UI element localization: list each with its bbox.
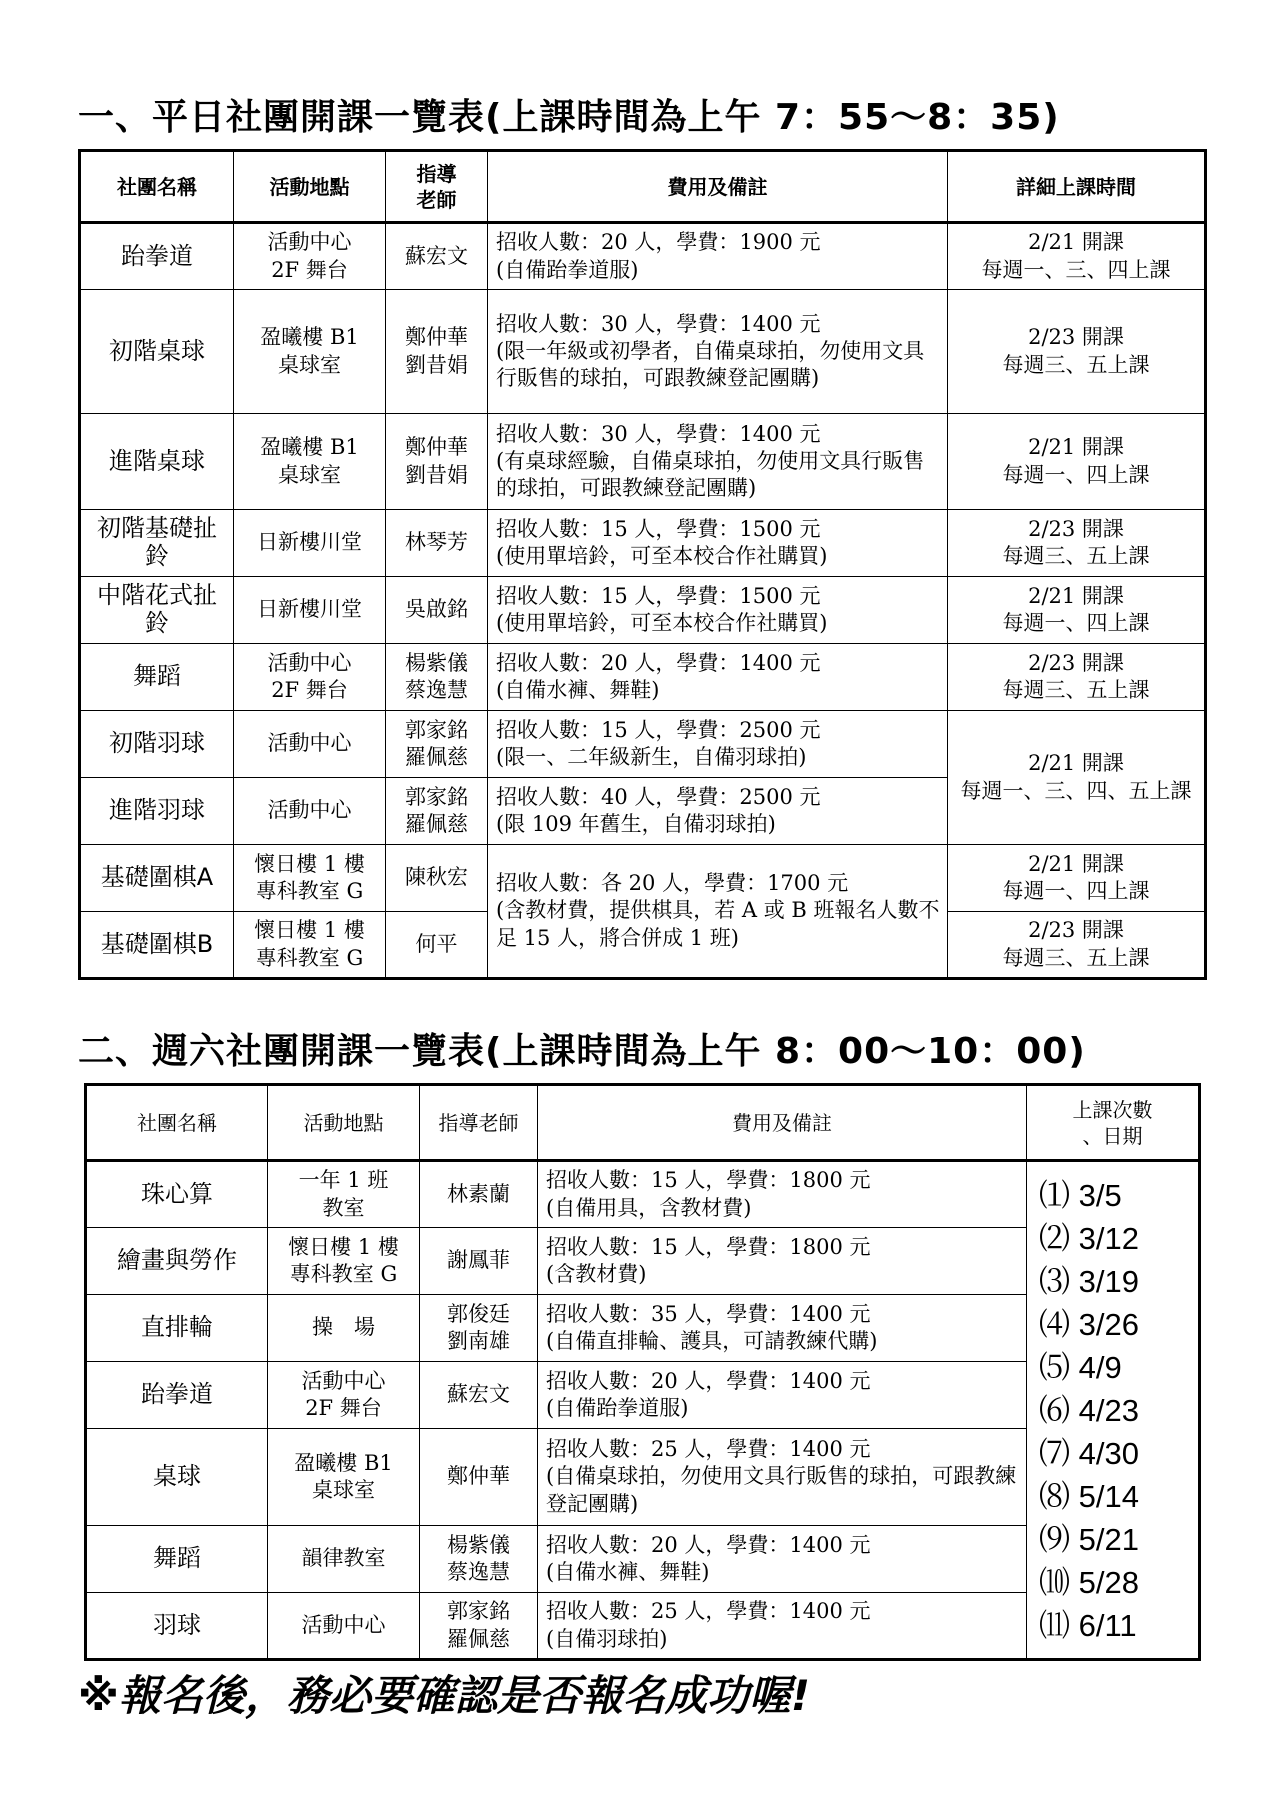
fee-note: 招收人數：15 人，學費：1800 元 (含教材費) — [538, 1228, 1027, 1295]
club-name: 基礎圍棋B — [80, 912, 234, 979]
location: 活動中心 2F 舞台 — [234, 644, 386, 711]
table-row — [80, 644, 1206, 711]
club-name: 珠心算 — [86, 1161, 268, 1228]
header-club: 社團名稱 — [86, 1085, 268, 1161]
registration-reminder: ※報名後，務必要確認是否報名成功喔! — [78, 1671, 810, 1720]
location: 韻律教室 — [268, 1526, 420, 1593]
session-date: ⑷ 3/26 — [1039, 1306, 1139, 1342]
schedule: 2/21 開課 每週一、三、四、五上課 — [948, 711, 1206, 845]
fee-note: 招收人數：20 人，學費：1900 元 (自備跆拳道服) — [488, 223, 948, 290]
schedule: 2/21 開課 每週一、四上課 — [948, 577, 1206, 644]
teacher: 楊紫儀 蔡逸慧 — [420, 1526, 538, 1593]
teacher: 鄭仲華 劉昔娟 — [386, 414, 488, 510]
club-name: 直排輪 — [86, 1295, 268, 1362]
fee-note: 招收人數：25 人，學費：1400 元 (自備桌球拍，勿使用文具行販售的球拍，可跟教練登記團購) — [538, 1429, 1027, 1526]
location: 活動中心 — [268, 1593, 420, 1660]
fee-note: 招收人數：30 人，學費：1400 元 (限一年級或初學者，自備桌球拍，勿使用文具行販售的球拍，可跟教練登記團購) — [488, 290, 948, 414]
club-name: 進階桌球 — [80, 414, 234, 510]
club-name: 舞蹈 — [86, 1526, 268, 1593]
location: 活動中心 2F 舞台 — [234, 223, 386, 290]
weekday-table — [78, 149, 1207, 980]
teacher: 何平 — [386, 912, 488, 979]
location: 活動中心 — [234, 711, 386, 778]
club-name: 中階花式扯鈴 — [80, 577, 234, 644]
saturday-header-row — [86, 1085, 1200, 1161]
club-name: 桌球 — [86, 1429, 268, 1526]
club-name: 進階羽球 — [80, 778, 234, 845]
location: 盈曦樓 B1 桌球室 — [234, 290, 386, 414]
club-name: 繪畫與勞作 — [86, 1228, 268, 1295]
fee-note: 招收人數：20 人，學費：1400 元 (自備跆拳道服) — [538, 1362, 1027, 1429]
teacher: 吳啟銘 — [386, 577, 488, 644]
fee-note: 招收人數：15 人，學費：1500 元 (使用單培鈴，可至本校合作社購買) — [488, 577, 948, 644]
table-row — [80, 414, 1206, 510]
saturday-title: 二、週六社團開課一覽表(上課時間為上午 8：00～10：00) — [78, 1031, 1086, 1072]
session-date: ⑵ 3/12 — [1039, 1220, 1139, 1256]
weekday-title: 一、平日社團開課一覽表(上課時間為上午 7：55～8：35) — [78, 97, 1060, 138]
header-teacher: 指導老師 — [420, 1085, 538, 1161]
teacher: 蘇宏文 — [386, 223, 488, 290]
session-date: ⑺ 4/30 — [1039, 1435, 1139, 1471]
fee-note: 招收人數：15 人，學費：1500 元 (使用單培鈴，可至本校合作社購買) — [488, 510, 948, 577]
location: 懷日樓 1 樓 專科教室 G — [234, 845, 386, 912]
weekday-header-row — [80, 151, 1206, 223]
club-name: 初階基礎扯鈴 — [80, 510, 234, 577]
club-name: 初階羽球 — [80, 711, 234, 778]
location: 活動中心 — [234, 778, 386, 845]
schedule: 2/21 開課 每週一、四上課 — [948, 414, 1206, 510]
location: 活動中心 2F 舞台 — [268, 1362, 420, 1429]
club-name: 羽球 — [86, 1593, 268, 1660]
schedule: 2/23 開課 每週三、五上課 — [948, 510, 1206, 577]
location: 日新樓川堂 — [234, 577, 386, 644]
teacher: 郭家銘 羅佩慈 — [386, 711, 488, 778]
schedule: 2/23 開課 每週三、五上課 — [948, 290, 1206, 414]
teacher: 郭家銘 羅佩慈 — [386, 778, 488, 845]
table-row — [86, 1161, 1200, 1228]
location: 操 場 — [268, 1295, 420, 1362]
teacher: 謝鳳菲 — [420, 1228, 538, 1295]
location: 盈曦樓 B1 桌球室 — [268, 1429, 420, 1526]
header-note: 費用及備註 — [538, 1085, 1027, 1161]
header-club: 社團名稱 — [80, 151, 234, 223]
teacher: 郭家銘 羅佩慈 — [420, 1593, 538, 1660]
fee-note: 招收人數：30 人，學費：1400 元 (有桌球經驗，自備桌球拍，勿使用文具行販售的球拍，可跟教練登記團購) — [488, 414, 948, 510]
fee-note: 招收人數：40 人，學費：2500 元 (限 109 年舊生，自備羽球拍) — [488, 778, 948, 845]
session-date: ⑾ 6/11 — [1039, 1607, 1137, 1643]
session-date: ⑼ 5/21 — [1039, 1521, 1139, 1557]
header-note: 費用及備註 — [488, 151, 948, 223]
fee-note: 招收人數：各 20 人，學費：1700 元 (含教材費，提供棋具，若 A 或 B 班報名人數不足 15 人，將合併成 1 班) — [488, 845, 948, 979]
teacher: 鄭仲華 劉昔娟 — [386, 290, 488, 414]
session-date: ⑹ 4/23 — [1039, 1392, 1139, 1428]
teacher: 楊紫儀 蔡逸慧 — [386, 644, 488, 711]
location: 盈曦樓 B1 桌球室 — [234, 414, 386, 510]
session-date: ⑽ 5/28 — [1039, 1564, 1139, 1600]
table-row — [80, 290, 1206, 414]
schedule: 2/23 開課 每週三、五上課 — [948, 644, 1206, 711]
teacher: 林琴芳 — [386, 510, 488, 577]
header-location: 活動地點 — [268, 1085, 420, 1161]
fee-note: 招收人數：25 人，學費：1400 元 (自備羽球拍) — [538, 1593, 1027, 1660]
saturday-table — [84, 1083, 1201, 1661]
schedule: 2/23 開課 每週三、五上課 — [948, 912, 1206, 979]
location: 懷日樓 1 樓 專科教室 G — [234, 912, 386, 979]
club-name: 舞蹈 — [80, 644, 234, 711]
header-dates: 上課次數 、日期 — [1027, 1085, 1200, 1161]
session-dates — [1027, 1161, 1200, 1660]
table-row — [80, 845, 1206, 912]
fee-note: 招收人數：35 人，學費：1400 元 (自備直排輪、護具，可請教練代購) — [538, 1295, 1027, 1362]
fee-note: 招收人數：15 人，學費：1800 元 (自備用具，含教材費) — [538, 1161, 1027, 1228]
club-name: 基礎圍棋A — [80, 845, 234, 912]
location: 一年 1 班 教室 — [268, 1161, 420, 1228]
club-name: 初階桌球 — [80, 290, 234, 414]
table-row — [80, 510, 1206, 577]
schedule: 2/21 開課 每週一、四上課 — [948, 845, 1206, 912]
schedule: 2/21 開課 每週一、三、四上課 — [948, 223, 1206, 290]
location: 日新樓川堂 — [234, 510, 386, 577]
header-teacher: 指導 老師 — [386, 151, 488, 223]
teacher: 蘇宏文 — [420, 1362, 538, 1429]
club-name: 跆拳道 — [86, 1362, 268, 1429]
header-location: 活動地點 — [234, 151, 386, 223]
session-date: ⑴ 3/5 — [1039, 1177, 1122, 1213]
table-row — [80, 577, 1206, 644]
location: 懷日樓 1 樓 專科教室 G — [268, 1228, 420, 1295]
teacher: 林素蘭 — [420, 1161, 538, 1228]
table-row — [80, 223, 1206, 290]
fee-note: 招收人數：20 人，學費：1400 元 (自備水褲、舞鞋) — [538, 1526, 1027, 1593]
session-date: ⑸ 4/9 — [1039, 1349, 1122, 1385]
teacher: 鄭仲華 — [420, 1429, 538, 1526]
fee-note: 招收人數：20 人，學費：1400 元 (自備水褲、舞鞋) — [488, 644, 948, 711]
teacher: 陳秋宏 — [386, 845, 488, 912]
header-time: 詳細上課時間 — [948, 151, 1206, 223]
club-name: 跆拳道 — [80, 223, 234, 290]
table-row — [80, 711, 1206, 778]
fee-note: 招收人數：15 人，學費：2500 元 (限一、二年級新生，自備羽球拍) — [488, 711, 948, 778]
session-date: ⑻ 5/14 — [1039, 1478, 1139, 1514]
session-date: ⑶ 3/19 — [1039, 1263, 1139, 1299]
teacher: 郭俊廷 劉南雄 — [420, 1295, 538, 1362]
